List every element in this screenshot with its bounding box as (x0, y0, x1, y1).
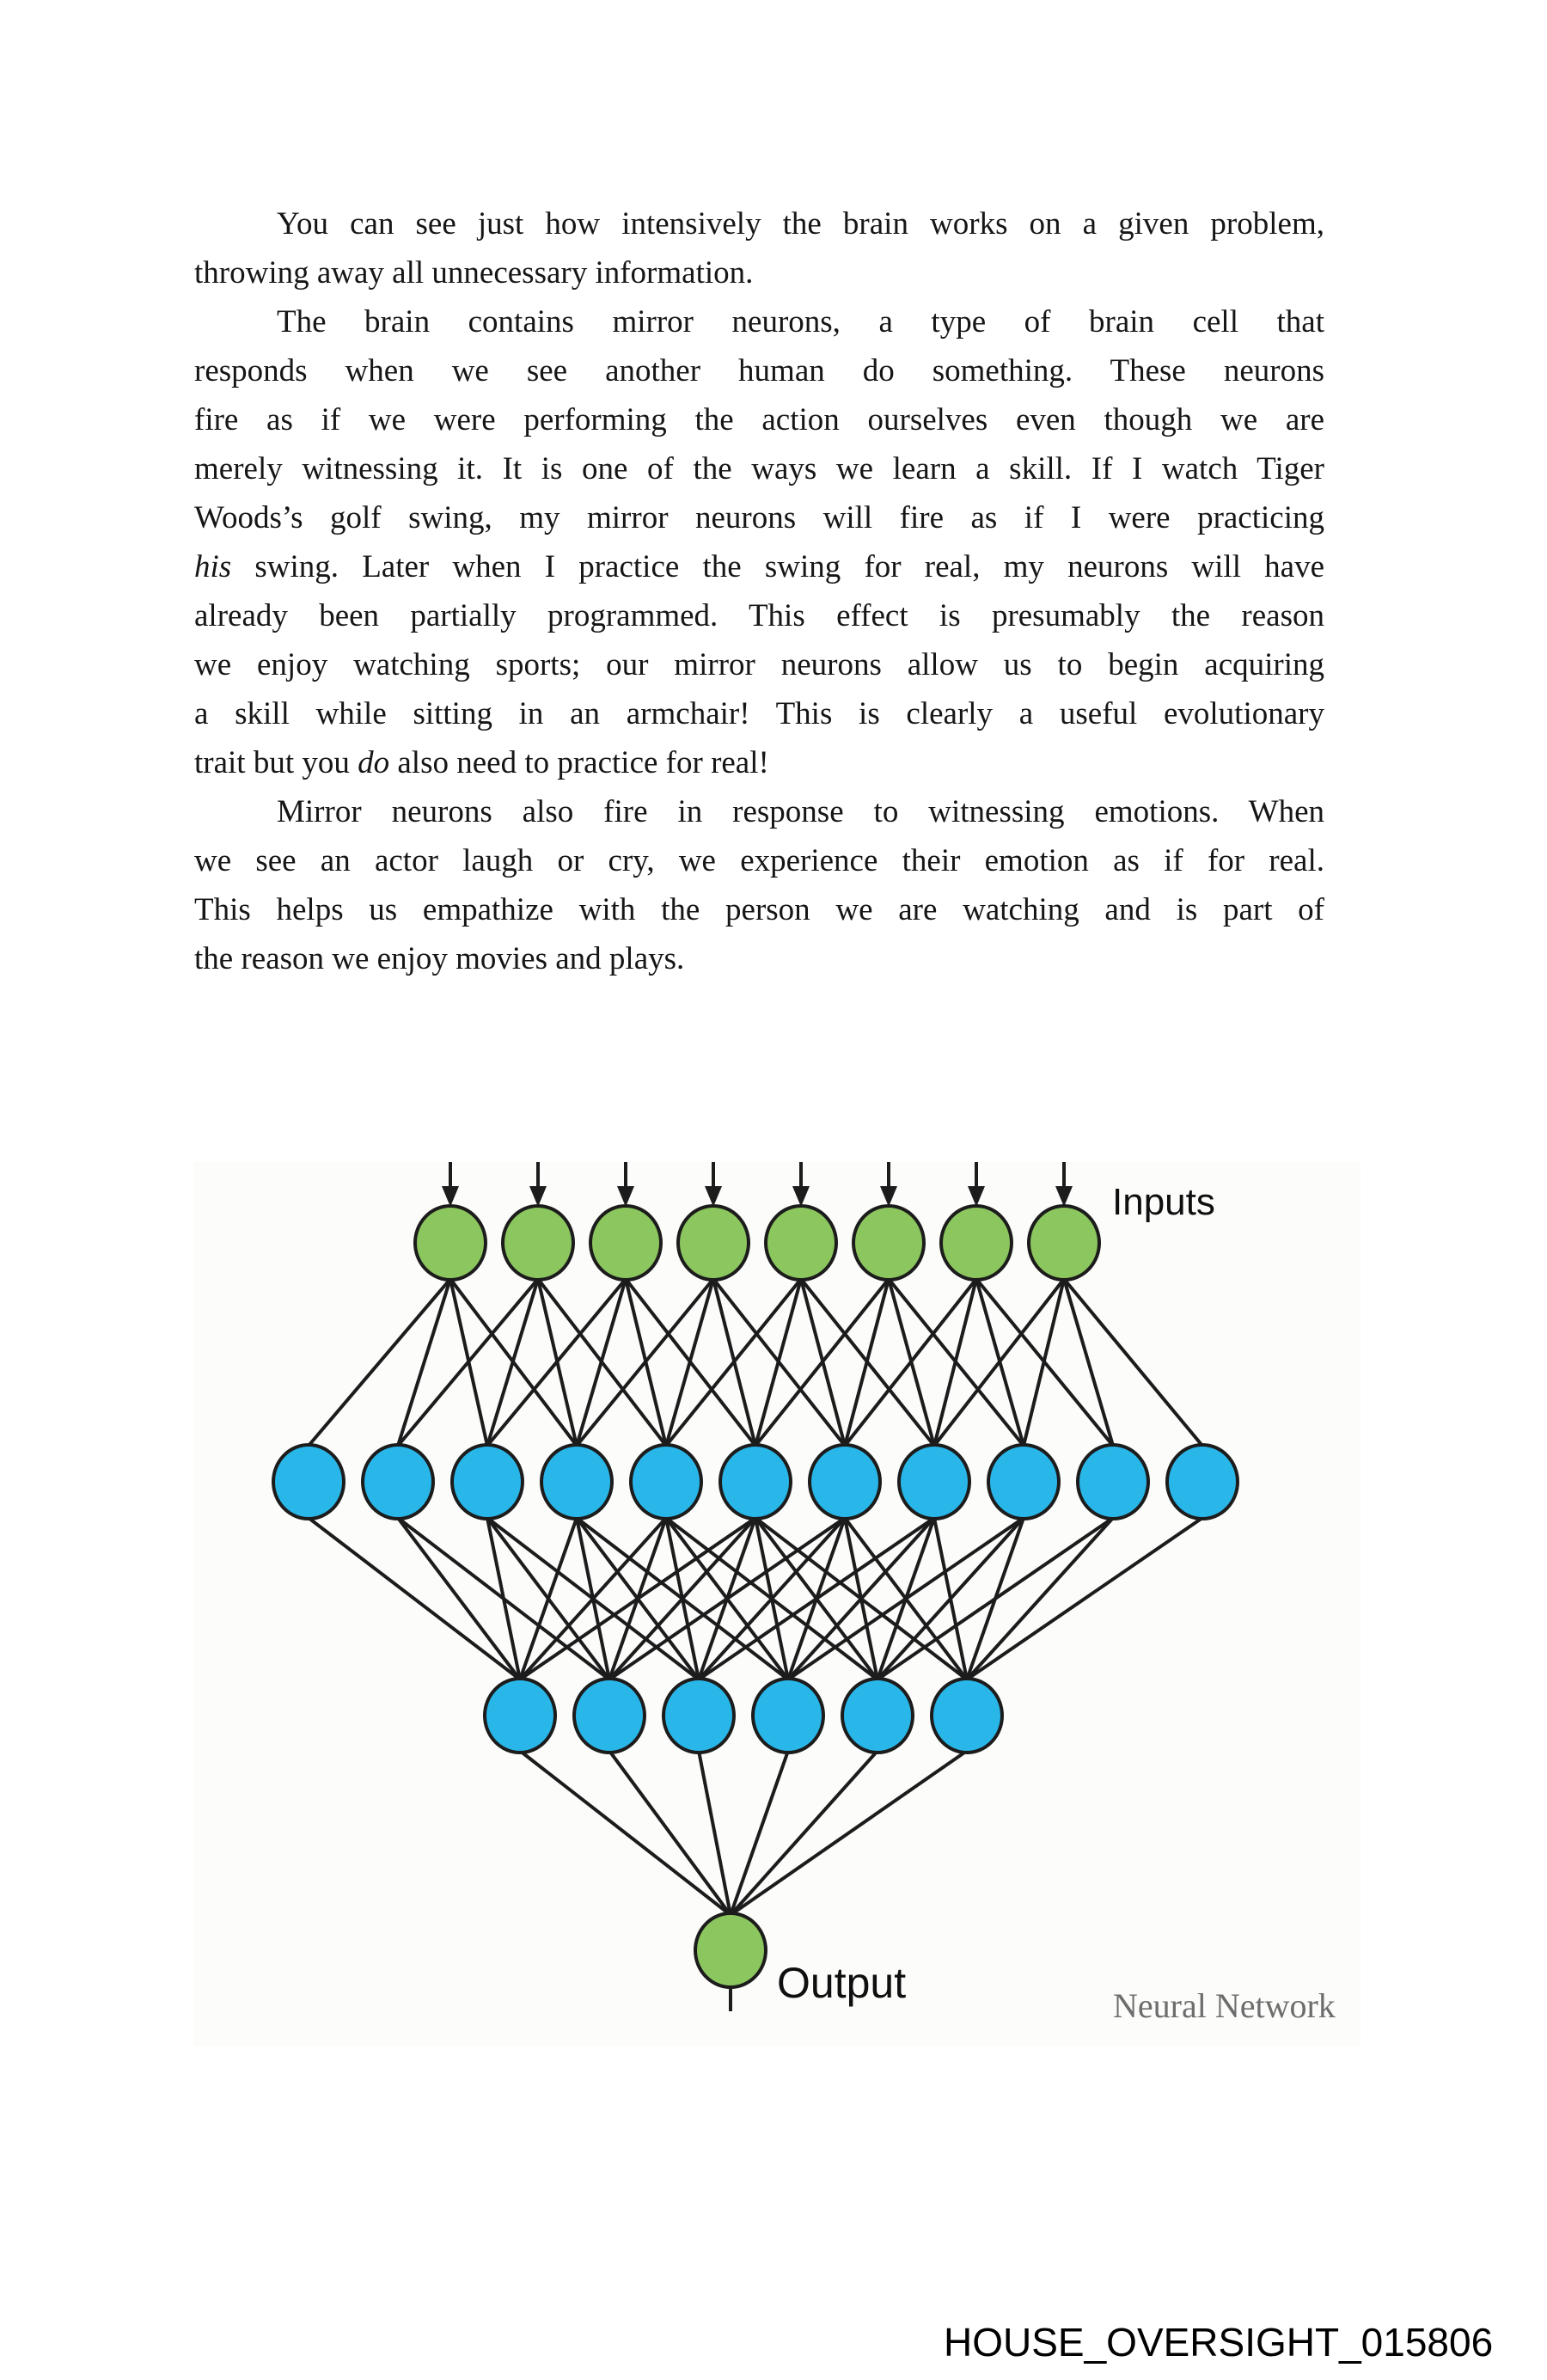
hidden1-node (899, 1445, 969, 1519)
text-line: merely witnessing it. It is one of the ways we learn a skill. If I watch Tiger (194, 451, 1324, 486)
input-arrow-icon (442, 1186, 459, 1207)
input-arrow-icon (617, 1186, 634, 1207)
input-node (941, 1206, 1012, 1280)
input-arrow-icon (529, 1186, 547, 1207)
text-line: This helps us empathize with the person we are watching and is part of (194, 892, 1324, 927)
text-line: fire as if we were performing the action ourselves even though we are (194, 402, 1324, 437)
italic-word: do (358, 745, 390, 780)
hidden2-node (485, 1679, 555, 1753)
text-segment: trait but you (194, 745, 358, 780)
text-line: throwing away all unnecessary information. (194, 255, 754, 291)
hidden2-node (753, 1679, 823, 1753)
text-line: we enjoy watching sports; our mirror neurons allow us to begin acquiring (194, 647, 1324, 682)
hidden1-node (452, 1445, 523, 1519)
text-line: The brain contains mirror neurons, a type of brain cell that (277, 304, 1324, 340)
text-line: responds when we see another human do something. These neurons (194, 353, 1324, 389)
hidden1-node (273, 1445, 344, 1519)
document-id: HOUSE_OVERSIGHT_015806 (944, 2320, 1494, 2365)
input-arrow-icon (1055, 1186, 1073, 1207)
input-arrow-icon (792, 1186, 810, 1207)
input-node (1029, 1206, 1099, 1280)
figure-caption: Neural Network (1113, 1986, 1336, 2025)
hidden1-node (541, 1445, 612, 1519)
edge (731, 1751, 788, 1915)
input-arrow-icon (880, 1186, 897, 1207)
input-arrow-icon (968, 1186, 985, 1207)
edge (967, 1518, 1024, 1679)
text-line: Mirror neurons also fire in response to witnessing emotions. When (277, 794, 1324, 829)
italic-word: his (194, 549, 232, 584)
input-node (503, 1206, 573, 1280)
text-segment: also need to practice for real! (389, 745, 769, 780)
text-line: You can see just how intensively the brain works on a given problem, (277, 206, 1324, 242)
hidden2-node (932, 1679, 1002, 1753)
edge (1064, 1279, 1202, 1446)
input-node (415, 1206, 486, 1280)
hidden1-node (988, 1445, 1059, 1519)
edge (731, 1751, 967, 1915)
inputs-label: Inputs (1112, 1181, 1215, 1223)
text-line: the reason we enjoy movies and plays. (194, 941, 685, 976)
edge (577, 1279, 626, 1446)
text-line: already been partially programmed. This effect is presumably the reason (194, 598, 1324, 633)
text-line: we see an actor laugh or cry, we experience their emotion as if for real. (194, 843, 1324, 878)
hidden1-node (1167, 1445, 1238, 1519)
hidden1-node (810, 1445, 880, 1519)
edge (398, 1279, 450, 1446)
edge (309, 1279, 450, 1446)
input-node (766, 1206, 836, 1280)
hidden1-node (363, 1445, 433, 1519)
text-line: a skill while sitting in an armchair! This is clearly a useful evolutionary (194, 696, 1324, 731)
hidden2-node (663, 1679, 734, 1753)
hidden1-node (1078, 1445, 1148, 1519)
input-node (678, 1206, 749, 1280)
hidden2-node (574, 1679, 645, 1753)
input-node (853, 1206, 924, 1280)
input-arrow-icon (705, 1186, 722, 1207)
edge (755, 1279, 801, 1446)
edge (666, 1279, 713, 1446)
hidden2-node (842, 1679, 913, 1753)
hidden1-node (631, 1445, 701, 1519)
text-segment: swing. Later when I practice the swing for real, my neurons will have (231, 549, 1324, 584)
output-label: Output (777, 1959, 907, 2007)
input-node (590, 1206, 661, 1280)
edge (520, 1751, 731, 1915)
hidden1-node (720, 1445, 791, 1519)
edge (487, 1279, 538, 1446)
edge (699, 1751, 731, 1915)
edge (1064, 1279, 1113, 1446)
output-node (695, 1913, 766, 1987)
text-line: Woods’s golf swing, my mirror neurons will fire as if I were practicing (194, 500, 1324, 535)
edge (731, 1751, 877, 1915)
